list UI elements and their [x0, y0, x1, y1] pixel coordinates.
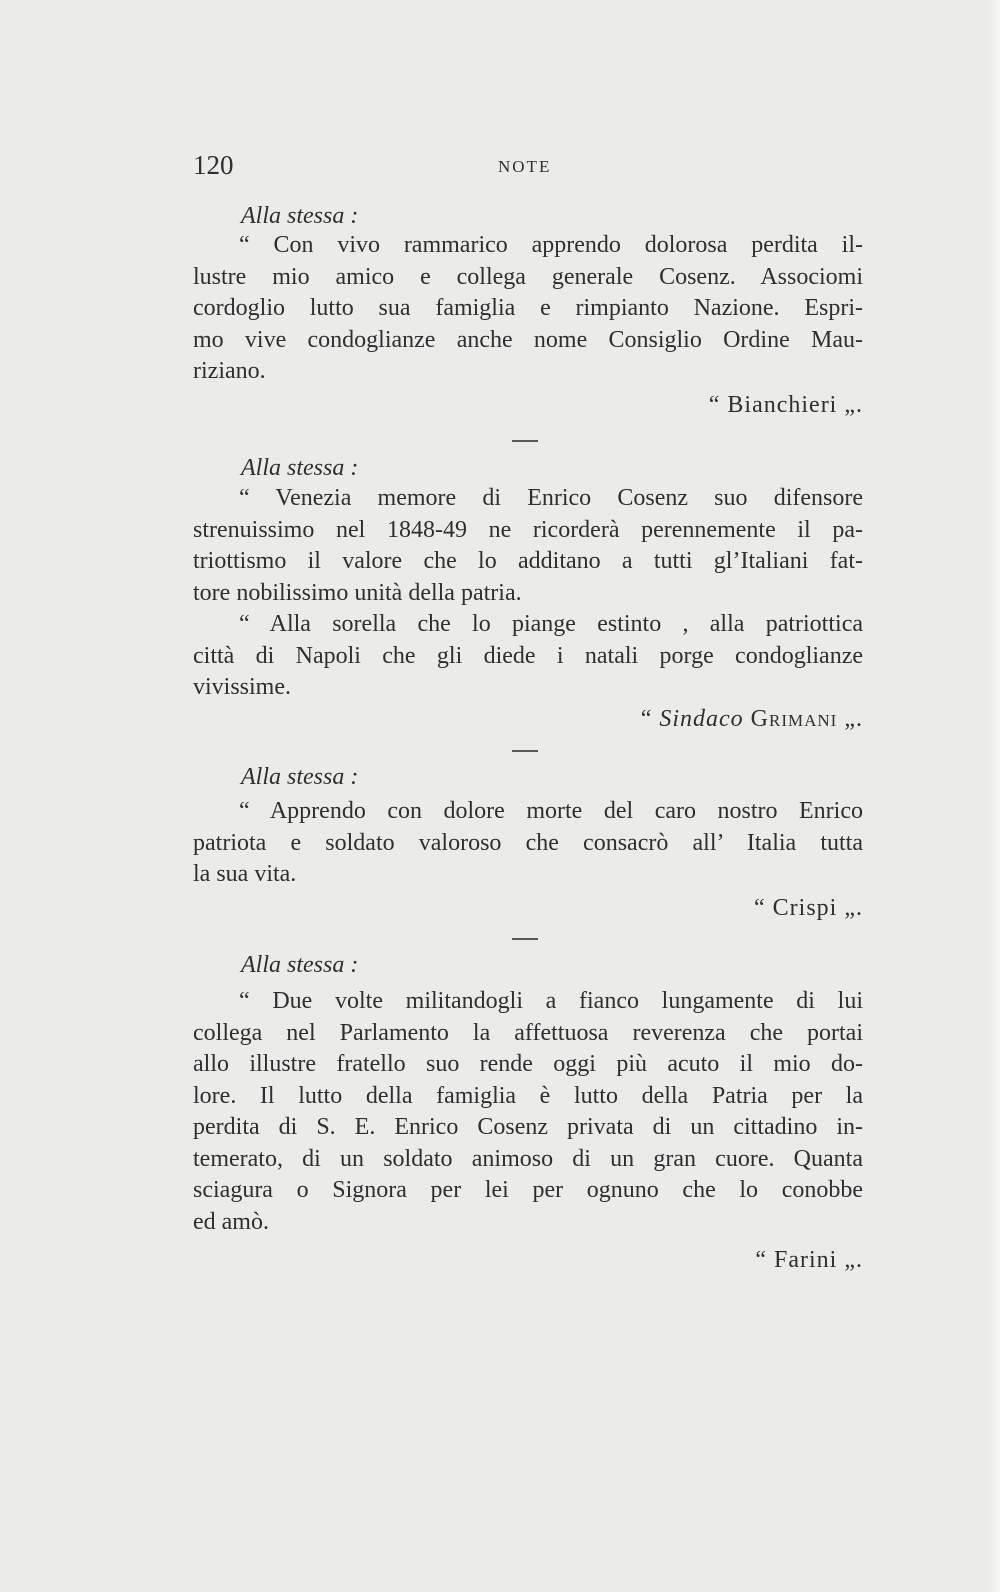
- text-line: perdita di S. E. Enrico Cosenz privata di un cittadino in-: [193, 1114, 863, 1140]
- text-line: mo vive condoglianze anche nome Consiglio Ordine Mau-: [193, 326, 863, 353]
- text-line: lustre mio amico e collega generale Cosenz. Associomi: [193, 263, 863, 290]
- text-line: riziano.: [193, 358, 266, 384]
- signature-title: Sindaco: [659, 706, 744, 732]
- separator-dash: [512, 938, 538, 940]
- signature-name: Grimani „.: [750, 706, 863, 732]
- signature-prefix: “: [640, 706, 660, 732]
- signature-4: “ Farini „.: [755, 1247, 863, 1273]
- signature-3: “ Crispi „.: [754, 895, 863, 921]
- text-line: temerato, di un soldato animoso di un gran cuore. Quanta: [193, 1145, 863, 1172]
- telegram-2: [193, 483, 863, 704]
- addressee-3: Alla stessa :: [241, 764, 359, 790]
- text-line: lore. Il lutto della famiglia è lutto della Patria per la: [193, 1082, 863, 1109]
- text-line: collega nel Parlamento la affettuosa reverenza che portai: [193, 1019, 863, 1046]
- text-line: tore nobilissimo unità della patria.: [193, 579, 522, 606]
- signature-2: [641, 706, 863, 733]
- running-title: NOTE: [498, 157, 552, 176]
- page-edge: [986, 0, 1000, 1592]
- text-line: “ Alla sorella che lo piange estinto , alla patriottica: [239, 611, 863, 637]
- text-line: “ Con vivo rammarico apprendo dolorosa perdita il-: [239, 232, 863, 258]
- text-line: sciagura o Signora per lei per ognuno che lo conobbe: [193, 1177, 863, 1203]
- addressee-1: Alla stessa :: [241, 203, 359, 229]
- text-line: “ Due volte militandogli a fianco lungamente di lui: [239, 988, 863, 1014]
- telegram-4: [193, 986, 863, 1238]
- telegram-3: [193, 796, 863, 891]
- text-line: “ Apprendo con dolore morte del caro nostro Enrico: [239, 798, 863, 824]
- text-line: allo illustre fratello suo rende oggi più acuto il mio do-: [193, 1051, 863, 1077]
- separator-dash: [512, 440, 538, 442]
- addressee-4: Alla stessa :: [241, 952, 359, 978]
- page-number: 120: [193, 150, 234, 180]
- text-line: ed amò.: [193, 1208, 269, 1235]
- text-line: strenuissimo nel 1848-49 ne ricorderà perennemente il pa-: [193, 516, 863, 543]
- text-line: vivissime.: [193, 674, 292, 700]
- telegram-1: [193, 230, 863, 388]
- text-line: triottismo il valore che lo additano a tutti gl’Italiani fat-: [193, 548, 863, 574]
- text-line: patriota e soldato valoroso che consacrò all’ Italia tutta: [193, 829, 863, 856]
- text-line: la sua vita.: [193, 861, 297, 887]
- text-line: “ Venezia memore di Enrico Cosenz suo difensore: [239, 485, 863, 511]
- text-line: città di Napoli che gli diede i natali porge condoglianze: [193, 642, 863, 669]
- addressee-2: Alla stessa :: [241, 455, 359, 481]
- text-line: cordoglio lutto sua famiglia e rimpianto Nazione. Espri-: [193, 295, 863, 321]
- page-header: [193, 150, 863, 190]
- signature-1: “ Bianchieri „.: [708, 392, 863, 418]
- separator-dash: [512, 750, 538, 752]
